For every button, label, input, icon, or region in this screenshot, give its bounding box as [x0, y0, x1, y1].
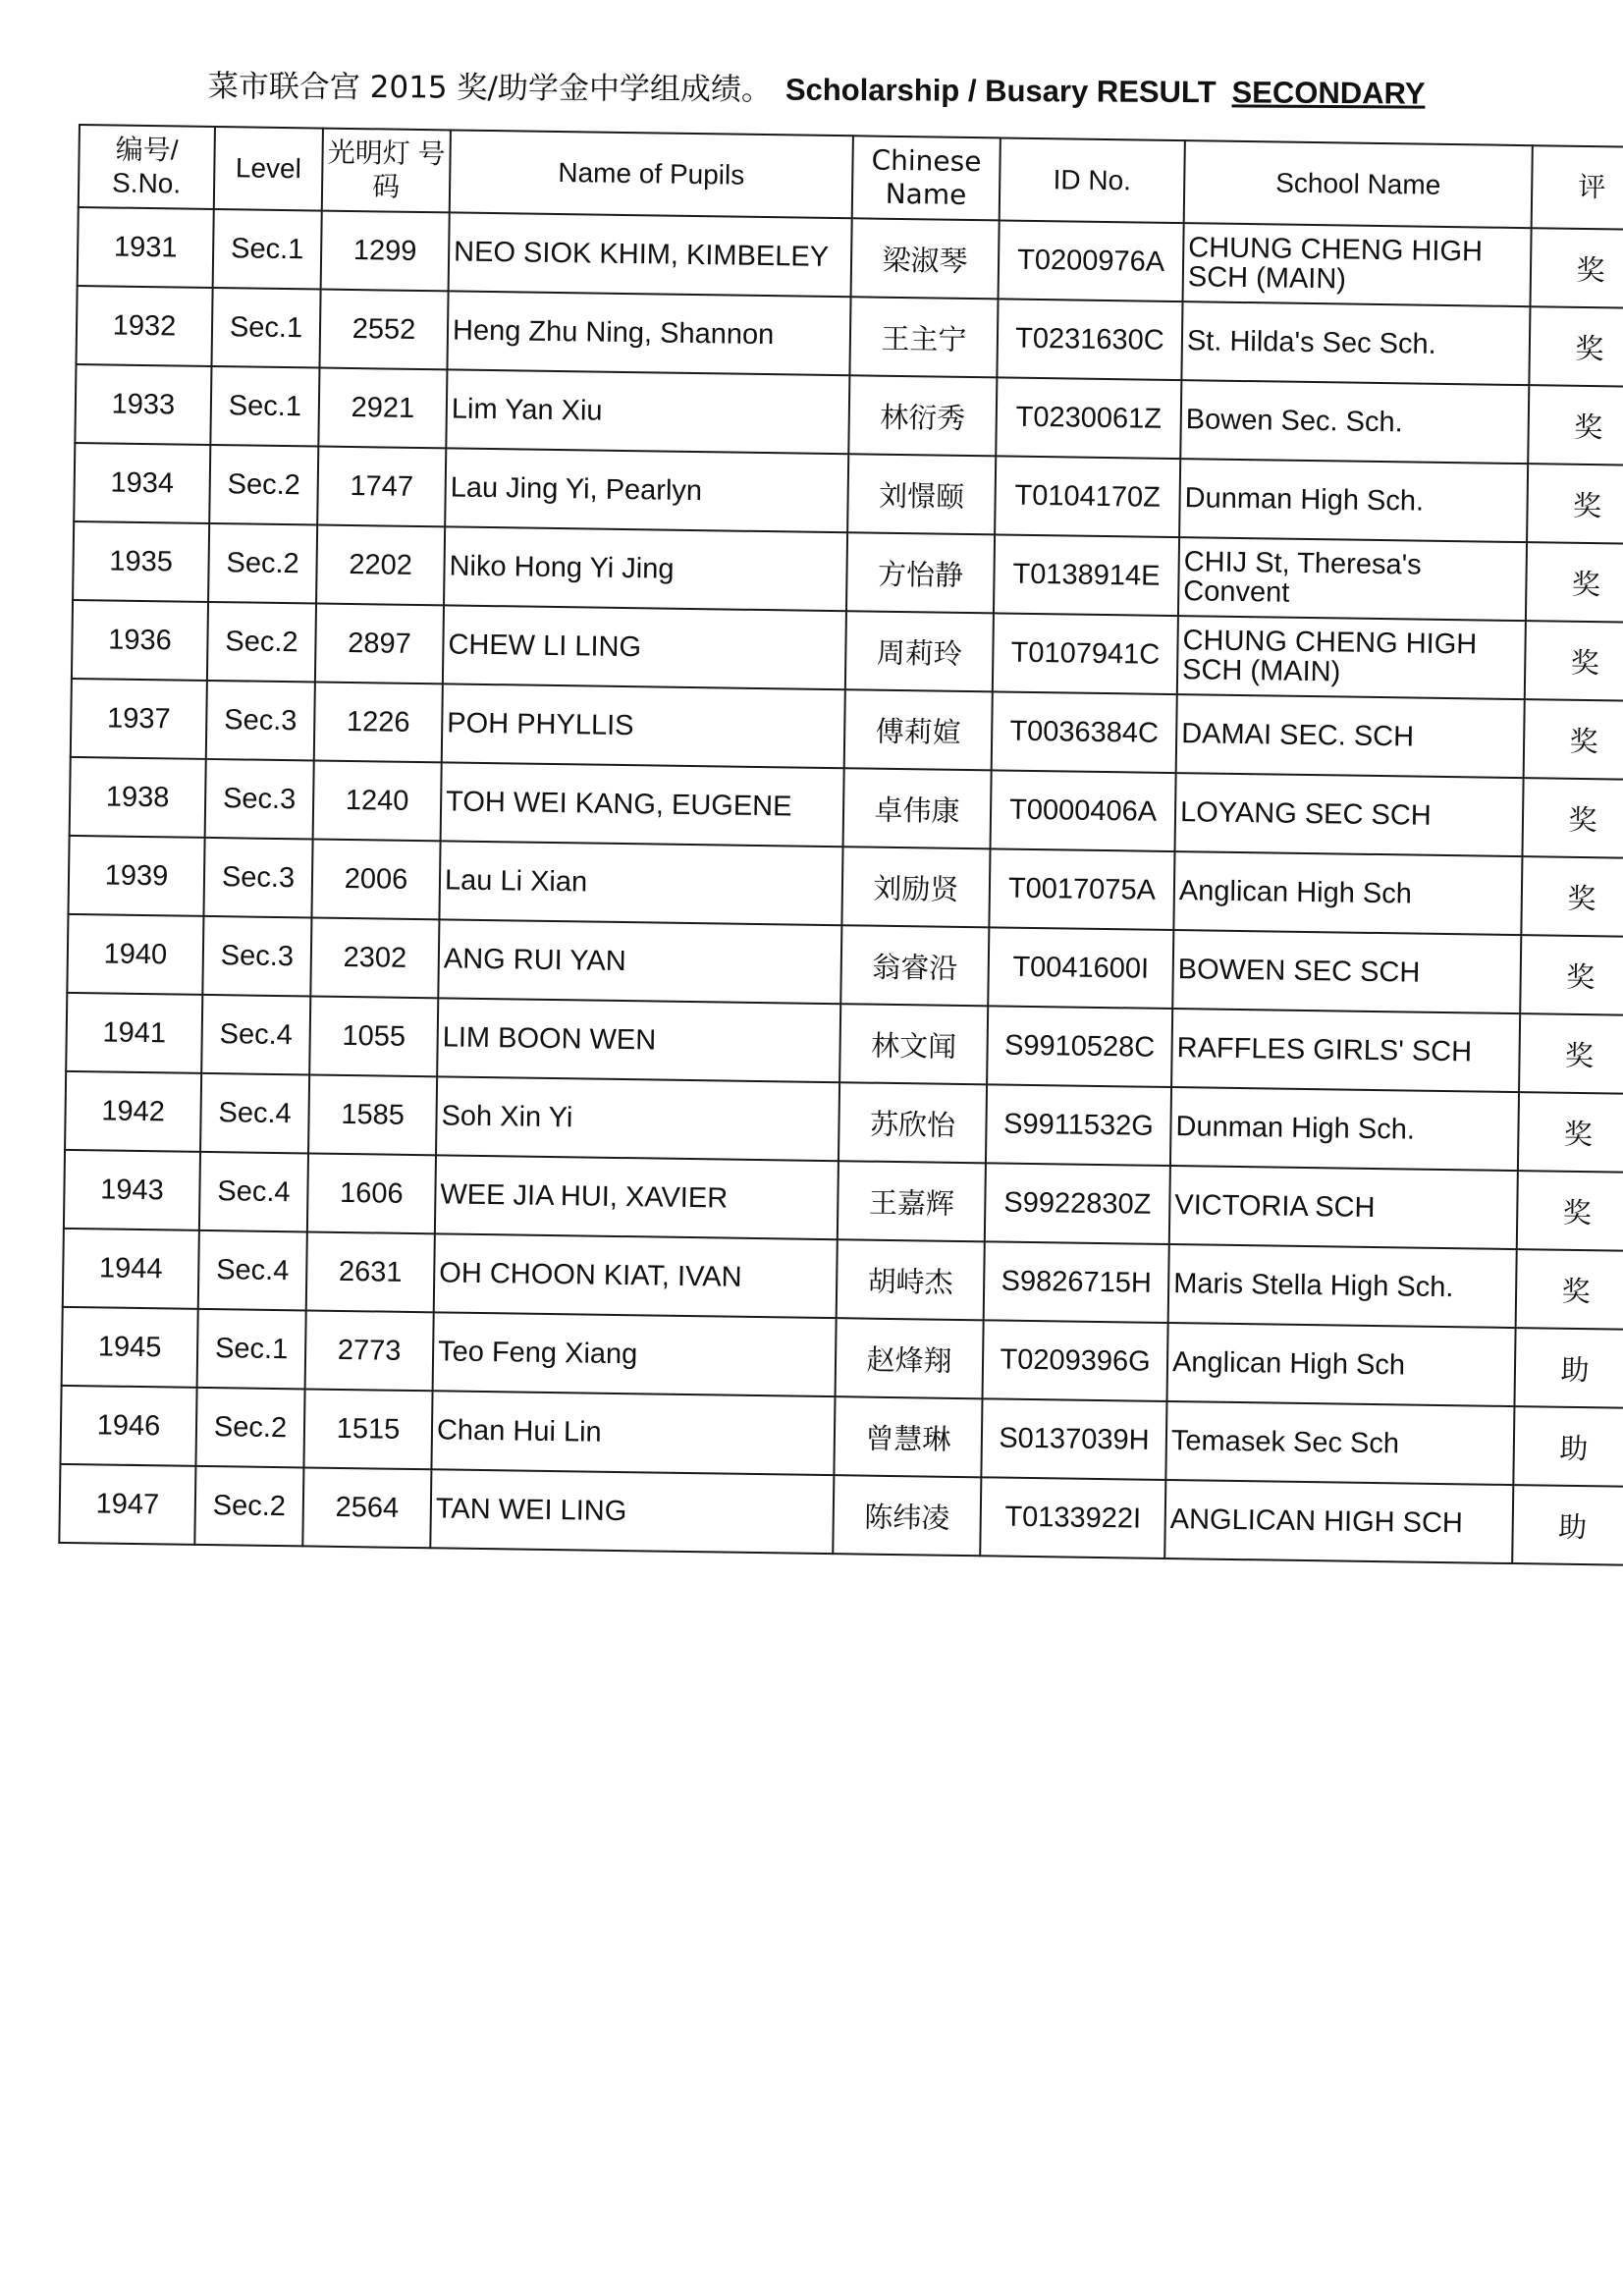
cell-sno: 1941 — [66, 993, 202, 1073]
cell-award: 奖 — [1520, 935, 1623, 1015]
cell-school-name: LOYANG SEC SCH — [1175, 773, 1524, 856]
cell-award: 助 — [1513, 1406, 1623, 1487]
cell-chinese-name: 傅莉媗 — [844, 689, 993, 770]
cell-lamp-number: 2897 — [315, 604, 444, 684]
title-section: SECONDARY — [1231, 75, 1426, 111]
cell-lamp-number: 1240 — [313, 760, 442, 841]
cell-school-name: CHIJ St, Theresa's Convent — [1178, 537, 1527, 621]
cell-award: 奖 — [1522, 778, 1623, 858]
cell-sno: 1936 — [72, 600, 208, 681]
cell-sno: 1931 — [78, 207, 214, 288]
cell-lamp-number: 2631 — [306, 1231, 435, 1312]
cell-sno: 1945 — [62, 1307, 198, 1388]
cell-sno: 1942 — [65, 1071, 201, 1152]
cell-pupil-name: Chan Hui Lin — [431, 1391, 835, 1475]
cell-id-number: S9911532G — [986, 1084, 1171, 1166]
cell-level: Sec.2 — [194, 1466, 303, 1547]
cell-level: Sec.4 — [200, 1073, 309, 1154]
cell-chinese-name: 林衍秀 — [848, 375, 997, 456]
cell-award: 奖 — [1516, 1249, 1623, 1330]
cell-sno: 1932 — [76, 286, 212, 366]
table-body — [59, 207, 1623, 1565]
cell-lamp-number: 2921 — [318, 368, 447, 449]
cell-chinese-name: 曾慧琳 — [834, 1396, 982, 1477]
cell-sno: 1947 — [59, 1464, 195, 1545]
cell-chinese-name: 林文闻 — [839, 1004, 988, 1084]
cell-school-name: Dunman High Sch. — [1170, 1087, 1519, 1171]
cell-pupil-name: ANG RUI YAN — [438, 919, 841, 1004]
cell-lamp-number: 2552 — [319, 290, 448, 370]
cell-school-name: VICTORIA SCH — [1169, 1166, 1518, 1249]
cell-id-number: T0133922I — [980, 1477, 1165, 1558]
cell-school-name: RAFFLES GIRLS' SCH — [1171, 1009, 1520, 1092]
cell-pupil-name: Niko Hong Yi Jing — [444, 526, 847, 611]
cell-chinese-name: 赵烽翔 — [836, 1318, 984, 1398]
cell-level: Sec.3 — [202, 916, 311, 997]
cell-id-number: T0209396G — [983, 1320, 1168, 1401]
cell-award: 奖 — [1524, 699, 1623, 780]
cell-school-name: CHUNG CHENG HIGH SCH (MAIN) — [1183, 223, 1532, 306]
cell-chinese-name: 卓伟康 — [843, 768, 992, 848]
cell-id-number: S9922830Z — [985, 1163, 1170, 1244]
cell-chinese-name: 苏欣怡 — [839, 1082, 987, 1163]
cell-id-number: T0231630C — [997, 299, 1182, 380]
cell-award: 奖 — [1525, 621, 1623, 701]
cell-award: 奖 — [1530, 228, 1623, 308]
cell-school-name: Anglican High Sch — [1166, 1323, 1515, 1406]
cell-level: Sec.4 — [199, 1152, 308, 1232]
cell-chinese-name: 王嘉辉 — [838, 1161, 986, 1241]
cell-school-name: CHUNG CHENG HIGH SCH (MAIN) — [1177, 616, 1526, 699]
cell-pupil-name: POH PHYLLIS — [442, 683, 845, 768]
cell-sno: 1943 — [64, 1150, 200, 1230]
cell-lamp-number: 2202 — [316, 525, 445, 606]
cell-award: 助 — [1512, 1485, 1623, 1565]
cell-chinese-name: 周莉玲 — [845, 611, 994, 691]
cell-chinese-name: 方怡静 — [846, 532, 995, 613]
cell-pupil-name: Lim Yan Xiu — [446, 369, 849, 454]
cell-school-name: ANGLICAN HIGH SCH — [1164, 1480, 1513, 1563]
results-table — [58, 124, 1623, 1566]
cell-pupil-name: WEE JIA HUI, XAVIER — [435, 1155, 839, 1239]
cell-id-number: T0036384C — [992, 691, 1177, 773]
cell-level: Sec.2 — [209, 445, 318, 525]
cell-pupil-name: Lau Li Xian — [439, 841, 842, 925]
cell-id-number: T0000406A — [991, 770, 1176, 851]
cell-lamp-number: 1515 — [303, 1389, 432, 1469]
cell-school-name: Bowen Sec. Sch. — [1180, 380, 1529, 464]
cell-pupil-name: NEO SIOK KHIM, KIMBELEY — [449, 212, 852, 297]
cell-sno: 1940 — [67, 914, 203, 995]
cell-chinese-name: 王主宁 — [849, 297, 998, 377]
cell-id-number: T0107941C — [993, 613, 1178, 694]
cell-id-number: T0230061Z — [996, 377, 1181, 459]
cell-award: 奖 — [1519, 1013, 1623, 1094]
cell-chinese-name: 刘憬颐 — [847, 454, 996, 534]
cell-level: Sec.3 — [206, 681, 315, 761]
cell-level: Sec.2 — [207, 602, 316, 683]
cell-sno: 1935 — [73, 521, 209, 602]
cell-award: 奖 — [1526, 542, 1623, 623]
header-id: ID No. — [1000, 137, 1185, 223]
cell-lamp-number: 1299 — [321, 211, 450, 292]
cell-level: Sec.3 — [203, 838, 312, 918]
cell-award: 奖 — [1517, 1171, 1623, 1251]
header-level: Level — [214, 127, 323, 211]
cell-sno: 1934 — [74, 443, 210, 523]
results-table-wrapper — [58, 124, 1606, 1565]
cell-pupil-name: Teo Feng Xiang — [433, 1312, 837, 1396]
cell-lamp-number: 1055 — [309, 996, 438, 1076]
cell-school-name: Anglican High Sch — [1173, 851, 1522, 935]
cell-award: 奖 — [1529, 306, 1623, 387]
cell-pupil-name: OH CHOON KIAT, IVAN — [434, 1233, 838, 1318]
cell-level: Sec.2 — [195, 1388, 304, 1468]
cell-chinese-name: 胡峙杰 — [837, 1239, 985, 1320]
cell-school-name: Temasek Sec Sch — [1165, 1401, 1514, 1485]
header-name: Name of Pupils — [450, 130, 853, 218]
header-award: 评 — [1532, 145, 1623, 230]
cell-pupil-name: CHEW LI LING — [443, 605, 846, 689]
cell-sno: 1937 — [71, 679, 207, 759]
cell-id-number: T0017075A — [989, 848, 1174, 930]
cell-lamp-number: 2564 — [302, 1467, 431, 1548]
cell-id-number: S0137039H — [981, 1398, 1166, 1480]
cell-pupil-name: Lau Jing Yi, Pearlyn — [445, 448, 848, 532]
cell-award: 奖 — [1528, 385, 1623, 465]
cell-chinese-name: 翁睿沿 — [840, 925, 989, 1006]
cell-pupil-name: TOH WEI KANG, EUGENE — [441, 762, 844, 847]
cell-level: Sec.4 — [201, 995, 310, 1075]
cell-level: Sec.1 — [213, 209, 322, 290]
cell-sno: 1939 — [68, 836, 204, 916]
cell-sno: 1946 — [60, 1386, 196, 1466]
cell-award: 奖 — [1521, 856, 1623, 937]
cell-sno: 1944 — [63, 1229, 199, 1309]
cell-level: Sec.1 — [211, 288, 320, 368]
cell-id-number: S9826715H — [984, 1241, 1169, 1323]
cell-award: 助 — [1514, 1328, 1623, 1408]
cell-level: Sec.2 — [208, 523, 317, 604]
cell-lamp-number: 2302 — [310, 917, 439, 998]
cell-chinese-name: 梁淑琴 — [851, 218, 1000, 299]
cell-school-name: BOWEN SEC SCH — [1172, 930, 1521, 1013]
cell-school-name: DAMAI SEC. SCH — [1176, 694, 1525, 778]
cell-award: 奖 — [1527, 464, 1623, 544]
cell-lamp-number: 2006 — [311, 839, 440, 919]
cell-award: 奖 — [1518, 1092, 1623, 1173]
header-chinese-name: Chinese Name — [852, 136, 1001, 220]
cell-level: Sec.3 — [205, 759, 314, 840]
cell-school-name: St. Hilda's Sec Sch. — [1181, 301, 1530, 385]
cell-level: Sec.1 — [210, 366, 319, 447]
cell-id-number: T0041600I — [988, 927, 1173, 1009]
title-chinese: 菜市联合宫 2015 奖/助学金中学组成绩。 — [207, 68, 772, 108]
cell-pupil-name: Heng Zhu Ning, Shannon — [447, 291, 850, 375]
header-lamp-number: 光明灯 号码 — [322, 129, 451, 213]
cell-lamp-number: 1226 — [314, 683, 443, 763]
cell-level: Sec.1 — [197, 1309, 306, 1390]
cell-lamp-number: 1606 — [307, 1153, 436, 1233]
header-school: School Name — [1184, 140, 1533, 228]
cell-id-number: T0138914E — [994, 534, 1179, 616]
cell-id-number: T0200976A — [999, 220, 1184, 301]
header-sno: 编号/ S.No. — [79, 125, 215, 209]
cell-sno: 1933 — [75, 364, 211, 445]
document-title — [208, 61, 1485, 128]
cell-id-number: T0104170Z — [995, 456, 1180, 537]
cell-sno: 1938 — [70, 757, 206, 838]
cell-pupil-name: Soh Xin Yi — [436, 1076, 839, 1161]
cell-lamp-number: 2773 — [305, 1310, 434, 1391]
cell-school-name: Maris Stella High Sch. — [1168, 1244, 1517, 1328]
cell-pupil-name: TAN WEI LING — [430, 1469, 834, 1554]
title-english: Scholarship / Busary RESULT — [784, 72, 1217, 110]
cell-lamp-number: 1747 — [317, 447, 446, 527]
cell-chinese-name: 刘励贤 — [841, 847, 990, 927]
cell-pupil-name: LIM BOON WEN — [437, 998, 840, 1082]
cell-lamp-number: 1585 — [308, 1074, 437, 1155]
cell-chinese-name: 陈纬凌 — [833, 1475, 981, 1556]
cell-level: Sec.4 — [198, 1230, 307, 1311]
cell-school-name: Dunman High Sch. — [1179, 459, 1528, 542]
cell-id-number: S9910528C — [987, 1006, 1172, 1087]
